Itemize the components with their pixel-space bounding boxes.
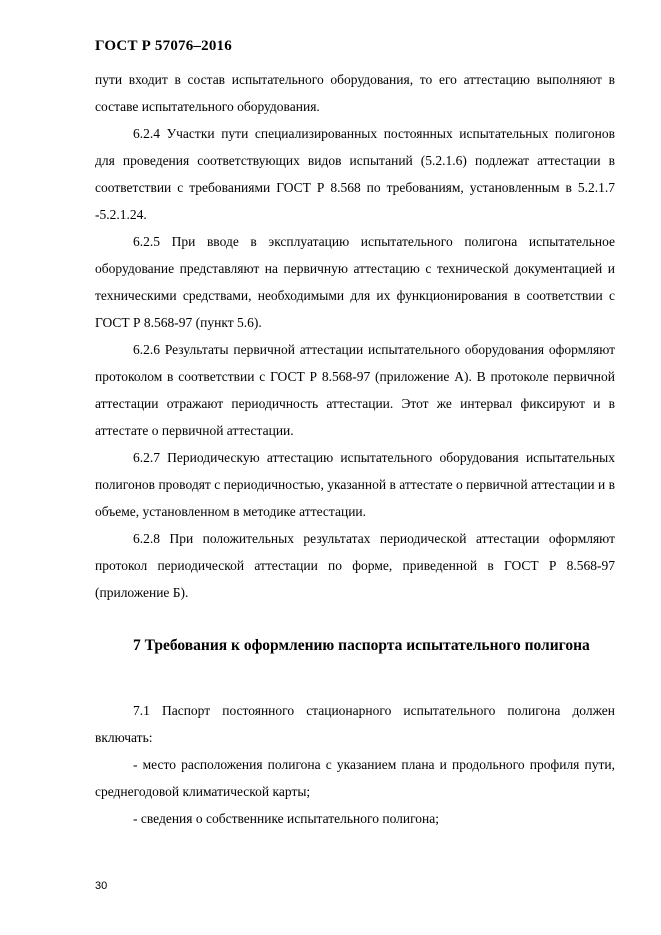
paragraph-6-2-7: 6.2.7 Периодическую аттестацию испытательного оборудования испытательных полигонов проводят с периодичностью, указанной в аттестате о первичной аттестации и в объеме, установленном в методике аттестации.: [95, 450, 615, 519]
page-body: [95, 66, 615, 832]
page-number: 30: [95, 880, 108, 892]
document-header: ГОСТ Р 57076–2016: [95, 38, 232, 54]
paragraph-6-2-5: 6.2.5 При вводе в эксплуатацию испытательного полигона испытательное оборудование представляют на первичную аттестацию с технической документацией и техническими средствами, необходимыми для их функционирования в соответствии с ГОСТ Р 8.568-97 (пункт 5.6).: [95, 234, 615, 330]
list-item-owner: - сведения о собственнике испытательного полигона;: [133, 811, 440, 826]
paragraph-continuation: пути входит в состав испытательного оборудования, то его аттестацию выполняют в составе испытательного оборудования.: [95, 72, 615, 114]
paragraph-7-1: 7.1 Паспорт постоянного стационарного испытательного полигона должен включать:: [95, 703, 615, 745]
section-7-heading: 7 Требования к оформлению паспорта испытательного полигона: [133, 637, 590, 654]
paragraph-6-2-8: 6.2.8 При положительных результатах периодической аттестации оформляют протокол периодической аттестации по форме, приведенной в ГОСТ Р 8.568-97 (приложение Б).: [95, 531, 615, 600]
list-item-location: - место расположения полигона с указанием плана и продольного профиля пути, среднегодовой климатической карты;: [95, 757, 615, 799]
paragraph-6-2-6: 6.2.6 Результаты первичной аттестации испытательного оборудования оформляют протоколом в соответствии с ГОСТ Р 8.568-97 (приложение А). В протоколе первичной аттестации отражают периодичность аттестации. Этот же интервал фиксируют и в аттестате о первичной аттестации.: [95, 342, 615, 438]
section-spacer: [95, 661, 615, 697]
paragraph-6-2-4: 6.2.4 Участки пути специализированных постоянных испытательных полигонов для проведения соответствующих видов испытаний (5.2.1.6) подлежат аттестации в соответствии с требованиями ГОСТ Р 8.568 по требованиям, установленным в 5.2.1.7 -5.2.1.24.: [95, 126, 615, 222]
